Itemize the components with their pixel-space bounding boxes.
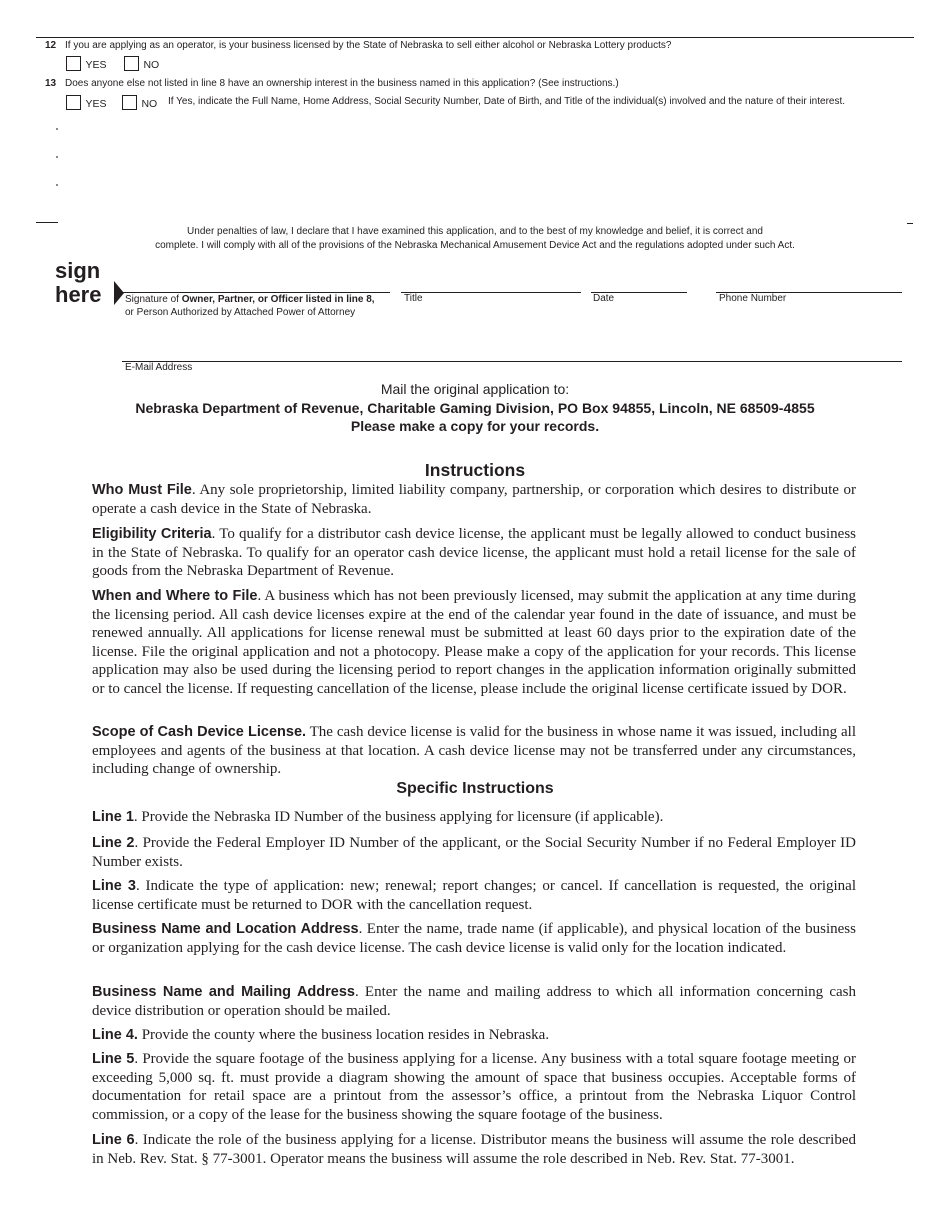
para-body: . Enter the name and mailing address to which all information concerning cash device distribution or operation should be mailed. — [92, 984, 856, 1019]
para-head: Line 5 — [92, 1051, 135, 1067]
q13-no-option[interactable] — [122, 94, 157, 112]
q13-no-checkbox[interactable] — [122, 95, 137, 110]
q13-yes-option[interactable] — [66, 94, 106, 112]
top-rule — [36, 37, 914, 38]
signature-label-bold: Owner, Partner, or Officer listed in line 8, — [181, 294, 375, 305]
entry-dot — [56, 128, 58, 130]
para-head: Line 6 — [92, 1132, 135, 1148]
para-body: Provide the county where the business location resides in Nebraska. — [137, 1027, 550, 1043]
para-body: The cash device license is valid for the business in whose name it was issued, including all employees and agents of the business at that location. A cash device license may not be transferred under any circumstances, including change of ownership. — [92, 724, 857, 778]
q12-yes-option[interactable] — [66, 55, 106, 73]
para-line-4 — [92, 1026, 856, 1045]
q13-followup: If Yes, indicate the Full Name, Home Address, Social Security Number, Date of Birth, and Title of the individual(s) involved and the nature of their interest. — [168, 96, 846, 107]
para-head: Who Must File — [92, 482, 192, 498]
margin-mark — [907, 223, 913, 224]
date-label: Date — [593, 293, 615, 304]
q13-number: 13 — [45, 78, 57, 89]
q12-no-label: NO — [143, 59, 160, 71]
q12-text: If you are applying as an operator, is your business licensed by the State of Nebraska to sell either alcohol or Nebraska Lottery products? — [65, 40, 672, 51]
q12-yes-checkbox[interactable] — [66, 56, 81, 71]
para-head: Eligibility Criteria — [92, 526, 212, 542]
para-head: Line 1 — [92, 809, 134, 825]
q12-number: 12 — [45, 40, 57, 51]
para-body: . Provide the Nebraska ID Number of the business applying for licensure (if applicable). — [133, 809, 664, 825]
para-body: . A business which has not been previously licensed, may submit the application at any time during the licensing period. All cash device licenses expire at the end of the calendar year found in the date of issuance, and must be renewed annually. All applications for license renewal must be submitted at least 60 days prior to the expiration date of the license. File the original application and not a photocopy. Please make a copy of the application for your records. This license application may also be used during the licensing period to report changes in the application information originally submitted or to cancel the license. If requesting cancellation of the license, please include the original license certificate issued by DOR. — [92, 588, 857, 697]
para-line-5 — [92, 1050, 856, 1124]
margin-mark — [36, 222, 58, 223]
entry-dot — [56, 184, 58, 186]
declaration-line-1: Under penalties of law, I declare that I have examined this application, and to the best of my knowledge and belief, it is correct and — [187, 226, 763, 237]
para-head: Line 2 — [92, 835, 135, 851]
declaration — [60, 225, 890, 253]
para-head: Business Name and Location Address — [92, 921, 359, 937]
mail-intro: Mail the original application to: — [380, 381, 570, 397]
para-head: Line 3 — [92, 878, 136, 894]
para-mailing-address — [92, 983, 856, 1020]
para-body: . Any sole proprietorship, limited liability company, partnership, or corporation which desires to distribute or operate a cash device in the State of Nebraska. — [92, 482, 856, 517]
here-word: here — [55, 282, 102, 307]
phone-label: Phone Number — [719, 293, 787, 304]
para-body: . Enter the name, trade name (if applicable), and physical location of the business or organization applying for the cash device license. The cash device license is valid only for the location indicated. — [92, 921, 856, 956]
copy-reminder: Please make a copy for your records. — [350, 418, 600, 434]
para-body: . Provide the square footage of the business applying for a license. Any business with a total square footage meeting or exceeding 5,000 sq. ft. must provide a diagram showing the amount of space that business occupies. Acceptable forms of documentation for retail space are a printout from the assessor’s office, a printout from the Nebraska Liquor Control commission, or a copy of the lease for the business showing the square footage of the business. — [92, 1051, 856, 1123]
q12-no-checkbox[interactable] — [124, 56, 139, 71]
para-eligibility — [92, 525, 856, 581]
signature-label-prefix: Signature of — [125, 294, 182, 305]
entry-dot — [56, 156, 58, 158]
para-scope — [92, 723, 856, 779]
q13-text: Does anyone else not listed in line 8 have an ownership interest in the business named in this application? (See instructions.) — [65, 78, 619, 89]
para-head: When and Where to File — [92, 588, 258, 604]
mail-address: Nebraska Department of Revenue, Charitable Gaming Division, PO Box 94855, Lincoln, NE 68509-4855 — [135, 400, 815, 416]
q12-no-option[interactable] — [124, 55, 159, 73]
instructions-heading: Instructions — [424, 460, 526, 480]
para-body: . Indicate the type of application: new; renewal; report changes; or cancel. If cancellation is requested, the original license certificate must be returned to DOR with the cancellation request. — [92, 878, 857, 913]
para-head: Scope of Cash Device License. — [92, 724, 307, 740]
para-line-1 — [92, 808, 856, 827]
para-location-address — [92, 920, 856, 957]
para-line-2 — [92, 834, 856, 871]
sign-word: sign — [55, 258, 101, 283]
title-line[interactable] — [401, 292, 581, 293]
q13-yes-checkbox[interactable] — [66, 95, 81, 110]
para-body: . To qualify for a distributor cash device license, the applicant must be legally allowed to conduct business in the State of Nebraska. To qualify for an operator cash device license, the applicant must hold a retail license for the sale of goods from the Nebraska Department of Revenue. — [92, 526, 856, 580]
email-label: E-Mail Address — [125, 362, 193, 373]
email-line[interactable] — [122, 361, 902, 362]
para-line-3 — [92, 877, 856, 914]
para-head: Line 4. — [92, 1027, 138, 1043]
signature-label — [125, 293, 400, 319]
signature-label-line2: or Person Authorized by Attached Power of Attorney — [125, 307, 356, 318]
para-head: Business Name and Mailing Address — [92, 984, 355, 1000]
para-when-where — [92, 587, 856, 699]
para-line-6 — [92, 1131, 856, 1168]
para-body: . Provide the Federal Employer ID Number of the applicant, or the Social Security Number if no Federal Employer ID Number exists. — [92, 835, 856, 870]
q12-yes-label: YES — [85, 59, 107, 71]
sign-arrow-icon — [114, 281, 124, 305]
q13-yes-label: YES — [85, 98, 107, 110]
declaration-line-2: complete. I will comply with all of the provisions of the Nebraska Mechanical Amusement Device Act and the regulations adopted under such Act. — [155, 240, 795, 251]
specific-instructions-heading: Specific Instructions — [396, 780, 554, 797]
q13-no-label: NO — [141, 98, 158, 110]
title-label: Title — [404, 293, 423, 304]
para-body: . Indicate the role of the business applying for a license. Distributor means the business will assume the role described in Neb. Rev. Stat. § 77-3001. Operator means the business will assume the role described in Neb. Rev. Stat. 77-3001. — [92, 1132, 856, 1167]
para-who-must-file — [92, 481, 856, 518]
